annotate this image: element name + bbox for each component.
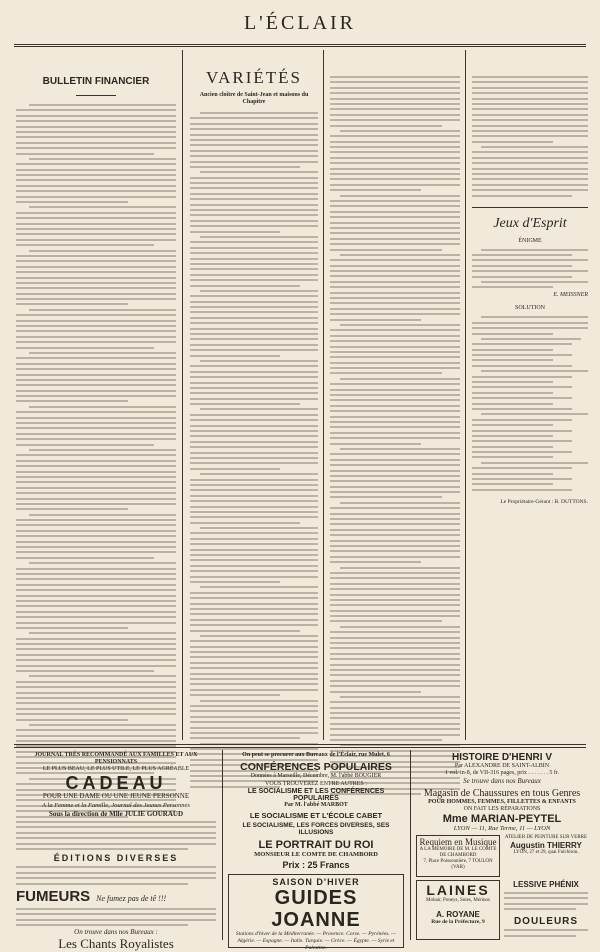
histoire-by: Par ALEXANDRE DE SAINT-ALBIN: [454, 763, 550, 769]
reparations: ON FAIT LES RÉPARATIONS: [463, 806, 541, 812]
histoire-price: 1 vol. in-8, de VII-316 pages, prix . . . . . . . 5 fr.: [444, 770, 560, 776]
ads-divider: [410, 750, 411, 940]
requiem-box: [416, 835, 500, 877]
continuation-text: [330, 76, 460, 795]
magasin-sub: POUR HOMMES, FEMMES, FILLETTES & ENFANTS: [428, 799, 576, 805]
thierry-name: Augustin THIERRY: [510, 841, 582, 850]
masthead-rule: [14, 44, 586, 45]
ads-rule: [14, 744, 586, 745]
requiem-addr: 7, Place Poissonnière, 7 TOULON (VAR): [423, 859, 493, 870]
ad-text: [16, 908, 216, 926]
bulletin-text: [16, 104, 176, 818]
enigme-text: [472, 249, 588, 289]
laines-box: [416, 880, 500, 940]
thierry-ad: [504, 835, 588, 877]
column-divider: [182, 50, 183, 740]
marian-name: Mme MARIAN-PEYTEL: [442, 813, 562, 825]
column-divider: [323, 50, 324, 740]
conferences-by: Données à Marseille, Décembre, M. l'abbé BOUGIER: [250, 773, 382, 779]
ads-divider: [222, 750, 223, 940]
bureaux-line: On peut se procurer aux Bureaux de l'Éclair, rue Mulet, 6: [242, 752, 390, 758]
bulletin-title: BULLETIN FINANCIER: [42, 76, 150, 87]
trouve-line: On trouve dans nos Bureaux :: [74, 928, 158, 937]
jeux-rule: [472, 207, 588, 208]
par-line: Par M. l'abbé MARBOT: [284, 802, 348, 808]
solution-text: [472, 316, 588, 491]
mode-line: A la Femme et la Famille, Journal des Jeunes Personnes: [42, 802, 190, 809]
ad-text: [504, 929, 588, 936]
cadeau-title: CADEAU: [65, 773, 167, 793]
marian-addr: LYON — 11, Rue Terme, 11 — LYON: [453, 825, 551, 832]
histoire-title: HISTOIRE D'HENRI V: [452, 752, 552, 763]
enigme-label: ÉNIGME: [518, 237, 542, 244]
portrait-sub: MONSIEUR LE COMTE DE CHAMBORD: [254, 851, 378, 858]
title-rule: [76, 95, 116, 96]
thierry-addr: LYON, 27 et 29, quai Fulchiron.: [513, 850, 579, 855]
phenix-title: LESSIVE PHÉNIX: [513, 880, 579, 889]
saison-title: SAISON D'HIVER: [272, 877, 360, 887]
socialisme-1: LE SOCIALISME ET LES CONFÉRENCES POPULAIRES: [247, 788, 385, 802]
ad-text: [16, 866, 216, 884]
socialisme-2: LE SOCIALISME ET L'ÉCOLE CABET: [249, 811, 383, 820]
guides-title: GUIDES JOANNE: [271, 887, 361, 931]
varietes-subtitle: Ancien cloître de Saint-Jean et maisons du Chapitre: [199, 92, 309, 105]
varietes-text: [190, 112, 318, 788]
se-trouve: Se trouve dans nos Bureaux: [463, 777, 541, 785]
ads-col3: [416, 752, 588, 938]
royane-name: A. ROYANE: [436, 910, 480, 919]
column-divider: [465, 50, 466, 740]
requiem-title: Requiem en Musique: [419, 837, 497, 847]
requiem-sub: A LA MÉMOIRE DE M. LE COMTE DE CHAMBORD: [419, 847, 497, 858]
ad-text: [504, 892, 588, 910]
varietes-title: VARIÉTÉS: [206, 68, 302, 87]
ad-text: [16, 821, 216, 850]
ads-rule: [14, 747, 586, 748]
guides-sub: Stations d'hiver de la Méditerranée. — Provence. Corse. — Pyrénées. — Algérie. — Espagne. — Italie. Turquie. — Grèce. — Égypte. — Syrie et Palestine.: [235, 931, 397, 951]
masthead: L'ÉCLAIR: [243, 12, 357, 34]
conferences-title: CONFÉRENCES POPULAIRES: [240, 761, 392, 773]
guides-box: [228, 874, 404, 951]
royane-addr: Rue de la Préfecture, 9: [431, 919, 485, 925]
laines-title: LAINES: [426, 882, 490, 898]
cadeau-sub: POUR UNE DAME OU UNE JEUNE PERSONNE: [42, 792, 190, 800]
editions-title: ÉDITIONS DIVERSES: [53, 853, 179, 864]
fumeurs-title: FUMEURS: [16, 887, 91, 905]
magasin-title: Magasin de Chaussures en tous Genres: [423, 788, 581, 799]
atelier-line: ATELIER DE PEINTURE SUR VERRE: [504, 835, 588, 840]
column4-text: [472, 76, 588, 197]
varietes-column: [190, 56, 318, 696]
masthead-rule: [14, 46, 586, 47]
socialisme-3: LE SOCIALISME, LES FORCES DIVERSES, SES ILLUSIONS: [242, 822, 390, 836]
ad-sub: LE PLUS BEAU, LE PLUS UTILE, LE PLUS AGRÉABLE: [42, 766, 190, 772]
jeux-column: [472, 56, 588, 736]
phenix-ad: [504, 880, 588, 940]
enigme-author: E. MEISSNER: [553, 292, 588, 299]
ad-head: JOURNAL TRÈS RECOMMANDÉ AUX FAMILLES ET AUX PENSIONNATS: [34, 752, 198, 765]
continuation-column: [330, 56, 460, 736]
ads-col1: [16, 752, 216, 952]
chants-title: Les Chants Royalistes: [58, 936, 174, 952]
solution-label: SOLUTION: [515, 305, 545, 312]
fumeurs-tag: Ne fumez pas de tê !!!: [96, 893, 167, 903]
direction-line: Sous la direction de Mlle JULIE GOURAUD: [48, 810, 184, 818]
laines-sub: Mohair, Poneys, Soies, Mérinos: [426, 898, 490, 903]
portrait-title: LE PORTRAIT DU ROI: [258, 839, 374, 851]
douleurs-title: DOULEURS: [513, 916, 579, 928]
ads-col2: [228, 752, 404, 951]
bulletin-column: [16, 56, 176, 696]
proprietaire: Le Propriétaire-Gérant : B. DUTTONS.: [500, 498, 588, 505]
vous-trouverez: VOUS TROUVEREZ ENTRE AUTRES :: [265, 781, 367, 787]
jeux-title: Jeux d'Esprit: [493, 215, 567, 231]
prix-line: Prix : 25 Francs: [282, 860, 350, 870]
